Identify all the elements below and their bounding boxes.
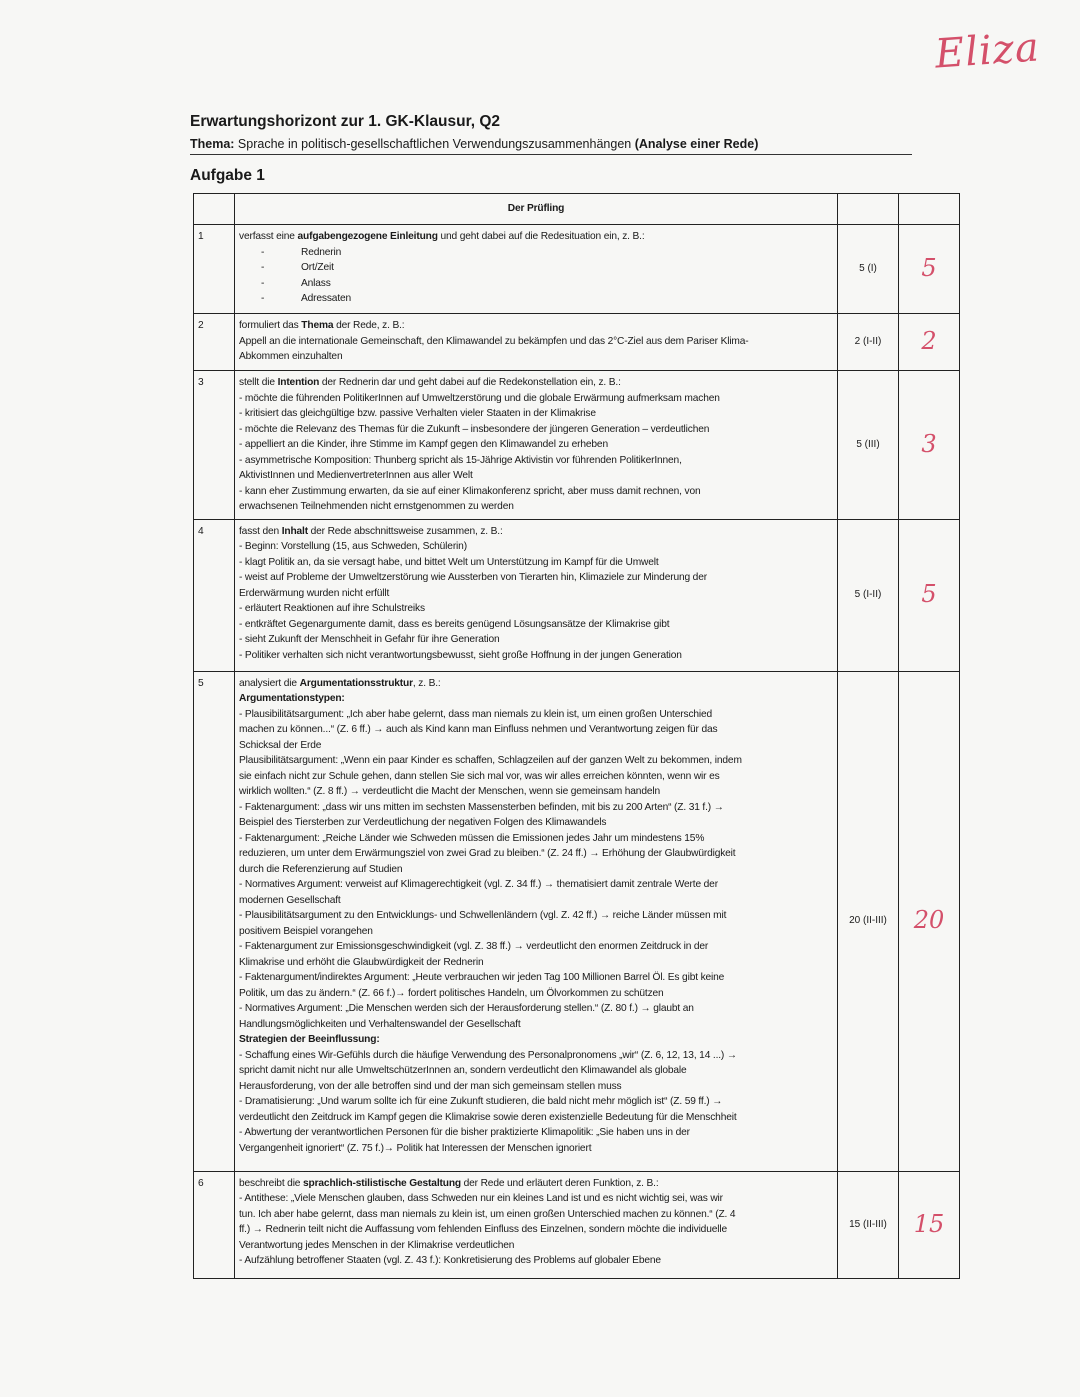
thema-line: [190, 137, 912, 155]
criterion-line: - Beginn: Vorstellung (15, aus Schweden, Schülerin): [239, 541, 467, 552]
intro-post: der Rednerin dar und geht dabei auf die Redekonstellation ein, z. B.:: [319, 377, 621, 388]
intro-bold: sprachlich-stilistische Gestaltung: [303, 1177, 461, 1189]
intro-pre: beschreibt die: [239, 1177, 304, 1189]
intro-post: und geht dabei auf die Redesituation ein, z. B.:: [437, 231, 645, 242]
criterion-line: AktivistInnen und MedienvertreterInnen aus aller Welt: [239, 470, 473, 481]
criterion-text: [235, 371, 838, 520]
criterion-line: Plausibilitätsargument: „Wenn ein paar Kinder es schaffen, Schlagzeilen auf der ganzen Welt zu bekommen, indem: [239, 755, 742, 766]
criterion-line: - klagt Politik an, da sie versagt habe, und bittet Welt um Unterstützung im Kampf für die Umwelt: [239, 556, 659, 568]
row-number: 1: [194, 225, 235, 314]
criterion-line: spricht damit nicht nur alle UmweltschützerInnen an, sondern verdeutlicht den Klimawandel als globale: [239, 1065, 687, 1076]
criterion-line: - entkräftet Gegenargumente damit, dass es bereits genügend Lösungsansätze der Klimakrise gibt: [239, 618, 670, 630]
criterion-intro: [239, 676, 833, 692]
bullet-item: - Rednerin: [239, 245, 833, 261]
criterion-intro: [239, 524, 833, 540]
max-points: 5 (III): [838, 371, 899, 520]
criterion-line: - erläutert Reaktionen auf ihre Schulstreiks: [239, 603, 425, 614]
handwritten-score: 2: [899, 314, 960, 371]
handwritten-score: 15: [899, 1171, 960, 1278]
criterion-line: - Faktenargument zur Emissionsgeschwindigkeit (vgl. Z. 38 ff.) → verdeutlicht den enormen Zeitdruck in der: [239, 941, 709, 952]
table-row: [194, 671, 960, 1171]
row-number: 5: [194, 671, 235, 1171]
criterion-line: - Plausibilitätsargument zu den Entwicklungs- und Schwellenländern (vgl. Z. 42 ff.) → reiche Länder müssen mit: [239, 910, 727, 921]
criterion-text: [235, 519, 838, 671]
intro-bold: Argumentationsstruktur: [299, 677, 413, 689]
row-number: 3: [194, 371, 235, 520]
thema-label: Thema:: [190, 137, 235, 151]
table-row: [194, 314, 960, 371]
criterion-intro: [239, 375, 833, 391]
intro-pre: verfasst eine: [239, 231, 298, 242]
bullet-item: - Ort/Zeit: [239, 260, 833, 276]
criterion-line: reduzieren, um unter dem Erwärmungsziel von zwei Grad zu bleiben.“ (Z. 24 ff.) → Erhöhung der Glaubwürdigkeit: [239, 848, 736, 859]
criterion-line: Politik, um das zu ändern.“ (Z. 66 f.)→ fordert politisches Handeln, um Ölvorkommen zu schützen: [239, 987, 664, 999]
criterion-line: Verantwortung jedes Menschen in der Klimakrise verdeutlichen: [239, 1239, 515, 1251]
bullet-item: - Anlass: [239, 276, 833, 292]
criterion-line: - Plausibilitätsargument: „Ich aber habe gelernt, dass man niemals zu klein ist, um einen großen Unterschied: [239, 708, 713, 720]
handwritten-score: 5: [899, 519, 960, 671]
header-pruefling: Der Prüfling: [235, 194, 838, 225]
thema-bold: (Analyse einer Rede): [634, 137, 759, 151]
criterion-line: - Faktenargument: „Reiche Länder wie Schweden müssen die Emissionen jedes Jahr um mindestens 15%: [239, 832, 705, 844]
thema-text: Sprache in politisch-gesellschaftlichen Verwendungszusammenhängen: [234, 137, 635, 151]
criterion-line: machen zu können...“ (Z. 6 ff.) → auch als Kind kann man Einfluss nehmen und Verantwortung zeigen für das: [239, 724, 718, 735]
subheading: Strategien der Beeinflussung:: [239, 1034, 380, 1045]
max-points: 5 (I): [838, 225, 899, 314]
criterion-line: ff.) → Rednerin teilt nicht die Auffassung vom fehlenden Einfluss des Einzelnen, sondern möchte die individuelle: [239, 1224, 727, 1235]
table-row: [194, 519, 960, 671]
handwritten-name: Eliza: [933, 24, 1042, 78]
criterion-line: - Faktenargument/indirektes Argument: „Heute verbrauchen wir jeden Tag 100 Millionen Barrel Öl. Es gibt keine: [239, 972, 725, 983]
section-heading: Aufgabe 1: [190, 167, 265, 184]
handwritten-score: 20: [899, 671, 960, 1171]
max-points: 20 (II-III): [838, 671, 899, 1171]
criterion-text: [235, 225, 838, 314]
table-header-row: [194, 194, 960, 225]
criterion-line: - Normatives Argument: „Die Menschen werden sich der Herausforderung stellen.“ (Z. 80 f.) → glaubt an: [239, 1003, 694, 1014]
intro-bold: Intention: [277, 377, 320, 388]
criterion-line: - Dramatisierung: „Und warum sollte ich für eine Zukunft studieren, die bald nicht mehr möglich ist“ (Z. 59 ff.) →: [239, 1096, 723, 1107]
criterion-line: Schicksal der Erde: [239, 739, 322, 751]
grading-table: [193, 193, 960, 1279]
criterion-line: - appelliert an die Kinder, ihre Stimme im Kampf gegen den Klimawandel zu erheben: [239, 439, 608, 450]
row-number: 4: [194, 519, 235, 671]
intro-pre: analysiert die: [239, 677, 300, 689]
table-row: [194, 371, 960, 520]
intro-post: der Rede und erläutert deren Funktion, z. B.:: [460, 1177, 659, 1189]
criterion-line: durch die Referenzierung auf Studien: [239, 863, 403, 875]
criterion-line: - Faktenargument: „dass wir uns mitten im sechsten Massensterben befinden, mit bis zu 200 Arten“ (Z. 31 f.) →: [239, 801, 724, 813]
criterion-text: [235, 671, 838, 1171]
criterion-line: Herausforderung, von der alle betroffen sind und der man sich gemeinsam stellen muss: [239, 1080, 622, 1092]
criterion-line: sie einfach nicht zur Schule gehen, dann stellen Sie sich mal vor, was wir alles erreichen könnten, wenn wir es: [239, 770, 720, 782]
criterion-line: - Schaffung eines Wir-Gefühls durch die häufige Verwendung des Personalpronomens „wir“ (Z. 6, 12, 13, 14 ...) →: [239, 1049, 737, 1061]
criterion-line: tun. Ich aber habe gelernt, dass man niemals zu klein ist, um einen großen Unterschied machen zu können.“ (Z. 4: [239, 1208, 736, 1220]
max-points: 15 (II-III): [838, 1171, 899, 1278]
criterion-text: [235, 314, 838, 371]
criterion-line: - kann eher Zustimmung erwarten, da sie auf einer Klimakonferenz spricht, aber muss damit rechnen, von: [239, 485, 701, 497]
criterion-line: - Politiker verhalten sich nicht verantwortungsbewusst, sieht große Hoffnung in der jungen Generation: [239, 649, 682, 661]
criterion-line: erwachsenen Teilnehmenden nicht ernstgenommen zu werden: [239, 501, 514, 512]
table-row: [194, 1171, 960, 1278]
criterion-intro: [239, 318, 833, 334]
criterion-line: Handlungsmöglichkeiten und Verhaltenswandel der Gesellschaft: [239, 1018, 521, 1030]
bullet-item: - Adressaten: [239, 291, 833, 307]
max-points: 5 (I-II): [838, 519, 899, 671]
criterion-line: - kritisiert das gleichgültige bzw. passive Verhalten vieler Staaten in der Klimakrise: [239, 408, 596, 419]
criterion-line: Appell an die internationale Gemeinschaft, den Klimawandel zu bekämpfen und das 2°C-Ziel aus dem Pariser Klima-: [239, 335, 749, 347]
intro-post: , z. B.:: [412, 677, 441, 689]
row-number: 2: [194, 314, 235, 371]
table-row: [194, 225, 960, 314]
criterion-intro: [239, 1176, 833, 1192]
criterion-line: verdeutlicht den Zeitdruck im Kampf gegen die Klimakrise sowie deren existenzielle Bedeutung für die Menschheit: [239, 1111, 737, 1123]
criterion-line: - möchte die Relevanz des Themas für die Zukunft – insbesondere der jüngeren Generation – verdeutlichen: [239, 423, 710, 435]
criterion-line: Vergangenheit ignoriert“ (Z. 75 f.)→ Politik hat Interessen der Menschen ignoriert: [239, 1142, 592, 1154]
criterion-line: Klimakrise und erhöht die Glaubwürdigkeit der Rednerin: [239, 956, 484, 968]
criterion-line: wirklich wollten.“ (Z. 8 ff.) → verdeutlicht die Macht der Menschen, wenn sie gemeinsam handeln: [239, 786, 660, 797]
document-title: Erwartungshorizont zur 1. GK-Klausur, Q2: [190, 113, 501, 130]
intro-bold: aufgabengezogene Einleitung: [297, 231, 438, 242]
criterion-line: - asymmetrische Komposition: Thunberg spricht als 15-Jährige Aktivistin vor führenden PolitikerInnen,: [239, 454, 682, 466]
subheading: Argumentationstypen:: [239, 693, 345, 704]
intro-pre: formuliert das: [239, 320, 302, 331]
intro-post: der Rede, z. B.:: [333, 320, 405, 331]
handwritten-score: 5: [899, 225, 960, 314]
criterion-line: Beispiel des Tiersterben zur Verdeutlichung der negativen Folgen des Klimawandels: [239, 817, 607, 828]
criterion-line: - sieht Zukunft der Menschheit in Gefahr für ihre Generation: [239, 634, 500, 645]
criterion-line: - möchte die führenden PolitikerInnen auf Umweltzerstörung und die globale Erwärmung aufmerksam machen: [239, 392, 720, 404]
criterion-intro: [239, 229, 833, 245]
handwritten-score: 3: [899, 371, 960, 520]
intro-pre: stellt die: [239, 377, 278, 388]
intro-bold: Thema: [301, 320, 334, 331]
criterion-line: - Aufzählung betroffener Staaten (vgl. Z. 43 f.): Konkretisierung des Problems auf globaler Ebene: [239, 1255, 661, 1266]
criterion-line: Erderwärmung wurden nicht erfüllt: [239, 587, 390, 599]
criterion-line: - Antithese: „Viele Menschen glauben, dass Schweden nur ein kleines Land ist und es nicht wichtig sei, was wir: [239, 1193, 723, 1204]
criterion-line: - Normatives Argument: verweist auf Klimagerechtigkeit (vgl. Z. 34 ff.) → thematisiert damit zentrale Werte der: [239, 879, 718, 890]
criterion-line: - Abwertung der verantwortlichen Personen für die bisher praktizierte Klimapolitik: „Sie haben uns in der: [239, 1127, 690, 1138]
criterion-line: Abkommen einzuhalten: [239, 351, 343, 362]
criterion-text: [235, 1171, 838, 1278]
intro-post: der Rede abschnittsweise zusammen, z. B.:: [307, 525, 503, 537]
row-number: 6: [194, 1171, 235, 1278]
max-points: 2 (I-II): [838, 314, 899, 371]
criterion-line: positivem Beispiel vorangehen: [239, 925, 373, 937]
criterion-line: - weist auf Probleme der Umweltzerstörung wie Aussterben von Tierarten hin, Klimaziele zur Minderung der: [239, 572, 707, 583]
intro-pre: fasst den: [239, 525, 282, 537]
intro-bold: Inhalt: [281, 525, 308, 537]
criterion-line: modernen Gesellschaft: [239, 894, 341, 906]
